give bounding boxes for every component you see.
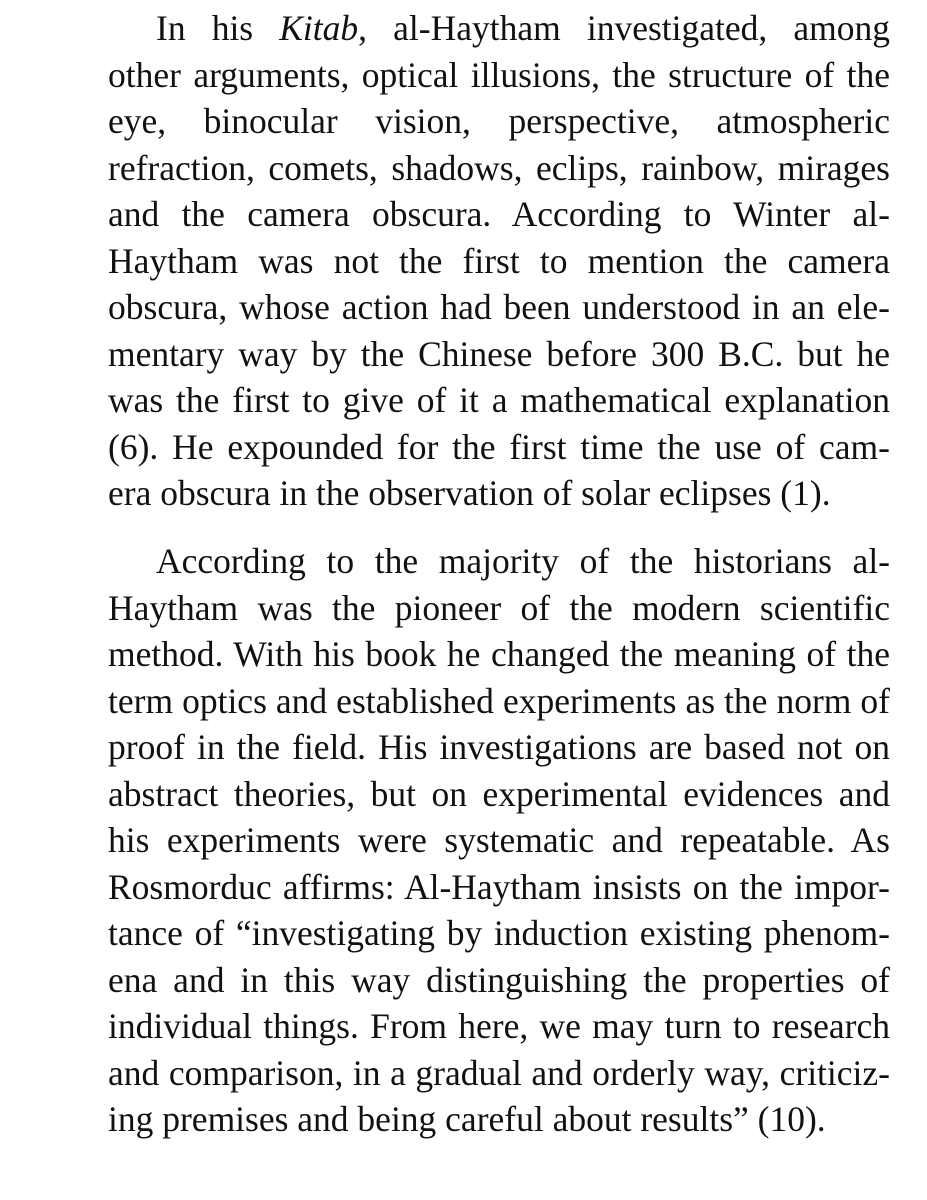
text-line: (6). He expounded for the first time the use of cam- [108, 426, 890, 467]
text-run: , al-Haytham investigated, among [358, 8, 890, 48]
text-line: and comparison, in a gradual and orderly way, criticiz- [108, 1052, 890, 1093]
text-line: ena and in this way distinguishing the properties of [108, 959, 890, 1000]
text-line: his experiments were systematic and repeatable. As [108, 820, 890, 860]
text-line: refraction, comets, shadows, eclips, rainbow, mirages [108, 147, 890, 188]
document-page [108, 0, 890, 1200]
text-line: Haytham was not the first to mention the camera [108, 240, 890, 281]
text-line: individual things. From here, we may turn to research [108, 1006, 890, 1046]
text-line: abstract theories, but on experimental evidences and [108, 773, 890, 814]
text-line: Haytham was the pioneer of the modern scientific [108, 587, 890, 628]
text-line: mentary way by the Chinese before 300 B.C. but he [108, 333, 890, 374]
text-line: ing premises and being careful about results” (10). [108, 1099, 826, 1139]
text-line: era obscura in the observation of solar eclipses (1). [108, 473, 831, 513]
text-line: was the first to give of it a mathematical explanation [108, 380, 890, 420]
text-line: term optics and established experiments as the norm of [108, 680, 890, 721]
text-line: and the camera obscura. According to Winter al- [108, 194, 890, 234]
text-run: In his [156, 8, 280, 48]
text-line [156, 5, 890, 51]
text-line: other arguments, optical illusions, the structure of the [108, 54, 890, 95]
text-line: Rosmorduc affirms: Al-Haytham insists on the impor- [108, 866, 890, 907]
text-line: obscura, whose action had been understood in an ele- [108, 287, 890, 327]
book-title: Kitab [279, 8, 359, 48]
text-line: method. With his book he changed the meaning of the [108, 634, 890, 674]
text-line: According to the majority of the historians al- [156, 541, 890, 581]
text-line: proof in the field. His investigations are based not on [108, 727, 890, 767]
text-line: tance of “investigating by induction existing phenom- [108, 913, 890, 953]
text-line: eye, binocular vision, perspective, atmospheric [108, 101, 890, 141]
